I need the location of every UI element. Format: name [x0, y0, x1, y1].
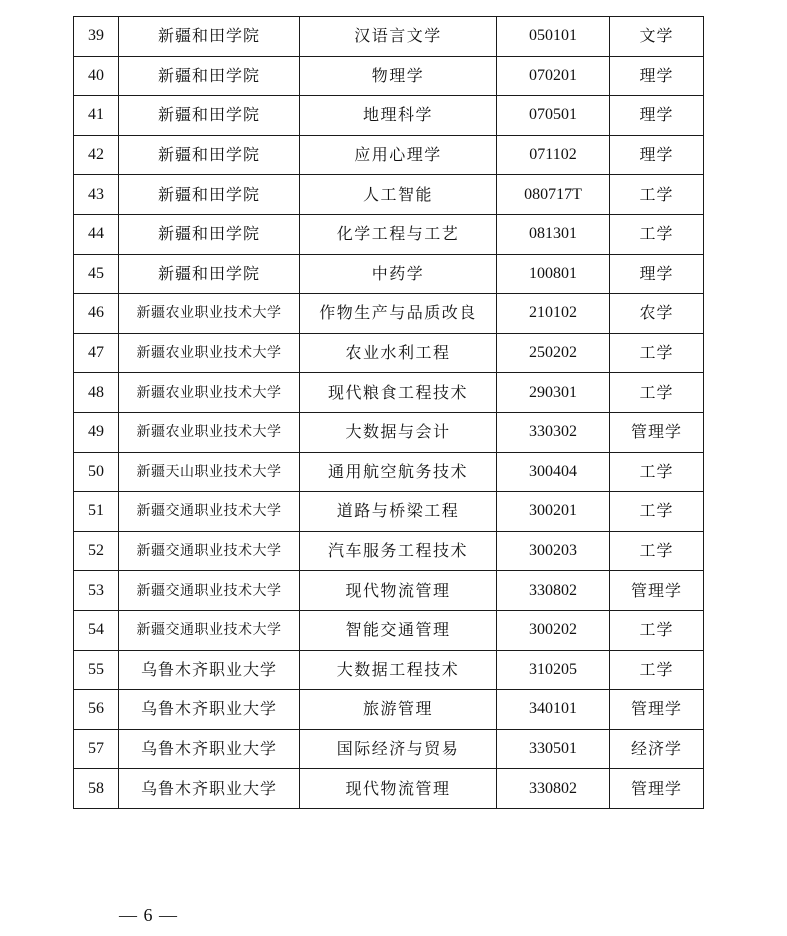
cell-major: 现代物流管理 [300, 571, 497, 611]
cell-school: 新疆农业职业技术大学 [119, 294, 300, 334]
cell-major: 地理科学 [300, 96, 497, 136]
cell-number: 49 [74, 412, 119, 452]
cell-major: 旅游管理 [300, 690, 497, 730]
table-row [74, 729, 704, 769]
cell-number: 56 [74, 690, 119, 730]
cell-number: 52 [74, 531, 119, 571]
cell-category: 工学 [610, 333, 704, 373]
cell-category: 工学 [610, 452, 704, 492]
cell-category: 理学 [610, 135, 704, 175]
cell-number: 46 [74, 294, 119, 334]
cell-school: 新疆和田学院 [119, 56, 300, 96]
cell-number: 51 [74, 492, 119, 532]
cell-number: 55 [74, 650, 119, 690]
table-row [74, 531, 704, 571]
cell-school: 新疆和田学院 [119, 17, 300, 57]
cell-school: 新疆天山职业技术大学 [119, 452, 300, 492]
cell-number: 53 [74, 571, 119, 611]
cell-number: 44 [74, 214, 119, 254]
table-row [74, 214, 704, 254]
cell-category: 工学 [610, 214, 704, 254]
cell-school: 乌鲁木齐职业大学 [119, 769, 300, 809]
table-row [74, 650, 704, 690]
cell-major-code: 070201 [497, 56, 610, 96]
table-row [74, 690, 704, 730]
cell-major: 大数据与会计 [300, 412, 497, 452]
major-list-table [73, 16, 704, 809]
cell-category: 管理学 [610, 769, 704, 809]
cell-number: 58 [74, 769, 119, 809]
cell-major: 通用航空航务技术 [300, 452, 497, 492]
table-row [74, 135, 704, 175]
cell-number: 54 [74, 610, 119, 650]
table-row [74, 571, 704, 611]
cell-major-code: 080717T [497, 175, 610, 215]
cell-school: 新疆和田学院 [119, 135, 300, 175]
cell-category: 文学 [610, 17, 704, 57]
cell-category: 理学 [610, 56, 704, 96]
cell-school: 新疆农业职业技术大学 [119, 333, 300, 373]
cell-category: 工学 [610, 531, 704, 571]
cell-major-code: 300404 [497, 452, 610, 492]
table-row [74, 452, 704, 492]
cell-category: 工学 [610, 175, 704, 215]
cell-number: 40 [74, 56, 119, 96]
cell-major-code: 330802 [497, 571, 610, 611]
table-body [74, 17, 704, 809]
cell-school: 新疆交通职业技术大学 [119, 610, 300, 650]
cell-major: 大数据工程技术 [300, 650, 497, 690]
cell-major-code: 300201 [497, 492, 610, 532]
cell-number: 47 [74, 333, 119, 373]
cell-major: 智能交通管理 [300, 610, 497, 650]
cell-number: 41 [74, 96, 119, 136]
cell-category: 农学 [610, 294, 704, 334]
table-row [74, 96, 704, 136]
table-row [74, 17, 704, 57]
cell-major: 汉语言文学 [300, 17, 497, 57]
cell-major-code: 290301 [497, 373, 610, 413]
cell-major-code: 071102 [497, 135, 610, 175]
cell-category: 经济学 [610, 729, 704, 769]
cell-category: 管理学 [610, 412, 704, 452]
table-row [74, 412, 704, 452]
cell-number: 43 [74, 175, 119, 215]
cell-major-code: 310205 [497, 650, 610, 690]
cell-major-code: 210102 [497, 294, 610, 334]
cell-category: 工学 [610, 373, 704, 413]
cell-school: 新疆交通职业技术大学 [119, 492, 300, 532]
cell-school: 新疆和田学院 [119, 96, 300, 136]
cell-school: 新疆和田学院 [119, 175, 300, 215]
cell-major-code: 050101 [497, 17, 610, 57]
table-row [74, 769, 704, 809]
cell-major-code: 100801 [497, 254, 610, 294]
cell-school: 乌鲁木齐职业大学 [119, 729, 300, 769]
cell-category: 工学 [610, 650, 704, 690]
cell-major-code: 300203 [497, 531, 610, 571]
cell-major: 现代粮食工程技术 [300, 373, 497, 413]
cell-category: 理学 [610, 254, 704, 294]
cell-school: 新疆交通职业技术大学 [119, 531, 300, 571]
cell-major: 作物生产与品质改良 [300, 294, 497, 334]
table-row [74, 254, 704, 294]
table-row [74, 333, 704, 373]
cell-major: 国际经济与贸易 [300, 729, 497, 769]
cell-school: 乌鲁木齐职业大学 [119, 650, 300, 690]
cell-major: 汽车服务工程技术 [300, 531, 497, 571]
cell-major-code: 081301 [497, 214, 610, 254]
table-row [74, 56, 704, 96]
cell-major: 中药学 [300, 254, 497, 294]
cell-number: 57 [74, 729, 119, 769]
table-row [74, 373, 704, 413]
table-row [74, 175, 704, 215]
table-row [74, 294, 704, 334]
cell-major: 现代物流管理 [300, 769, 497, 809]
cell-school: 新疆农业职业技术大学 [119, 412, 300, 452]
cell-major-code: 330501 [497, 729, 610, 769]
cell-major: 人工智能 [300, 175, 497, 215]
cell-number: 48 [74, 373, 119, 413]
cell-category: 管理学 [610, 571, 704, 611]
cell-number: 45 [74, 254, 119, 294]
cell-major-code: 250202 [497, 333, 610, 373]
cell-school: 乌鲁木齐职业大学 [119, 690, 300, 730]
table-row [74, 610, 704, 650]
cell-category: 管理学 [610, 690, 704, 730]
cell-school: 新疆农业职业技术大学 [119, 373, 300, 413]
cell-number: 50 [74, 452, 119, 492]
cell-school: 新疆交通职业技术大学 [119, 571, 300, 611]
cell-category: 工学 [610, 492, 704, 532]
cell-number: 39 [74, 17, 119, 57]
cell-major: 道路与桥梁工程 [300, 492, 497, 532]
cell-major-code: 300202 [497, 610, 610, 650]
cell-major: 农业水利工程 [300, 333, 497, 373]
cell-major: 物理学 [300, 56, 497, 96]
table-row [74, 492, 704, 532]
cell-major-code: 340101 [497, 690, 610, 730]
cell-category: 理学 [610, 96, 704, 136]
cell-category: 工学 [610, 610, 704, 650]
cell-major: 化学工程与工艺 [300, 214, 497, 254]
cell-major-code: 330802 [497, 769, 610, 809]
page-number: — 6 — [119, 905, 178, 925]
cell-school: 新疆和田学院 [119, 254, 300, 294]
cell-school: 新疆和田学院 [119, 214, 300, 254]
cell-number: 42 [74, 135, 119, 175]
cell-major-code: 330302 [497, 412, 610, 452]
cell-major-code: 070501 [497, 96, 610, 136]
cell-major: 应用心理学 [300, 135, 497, 175]
